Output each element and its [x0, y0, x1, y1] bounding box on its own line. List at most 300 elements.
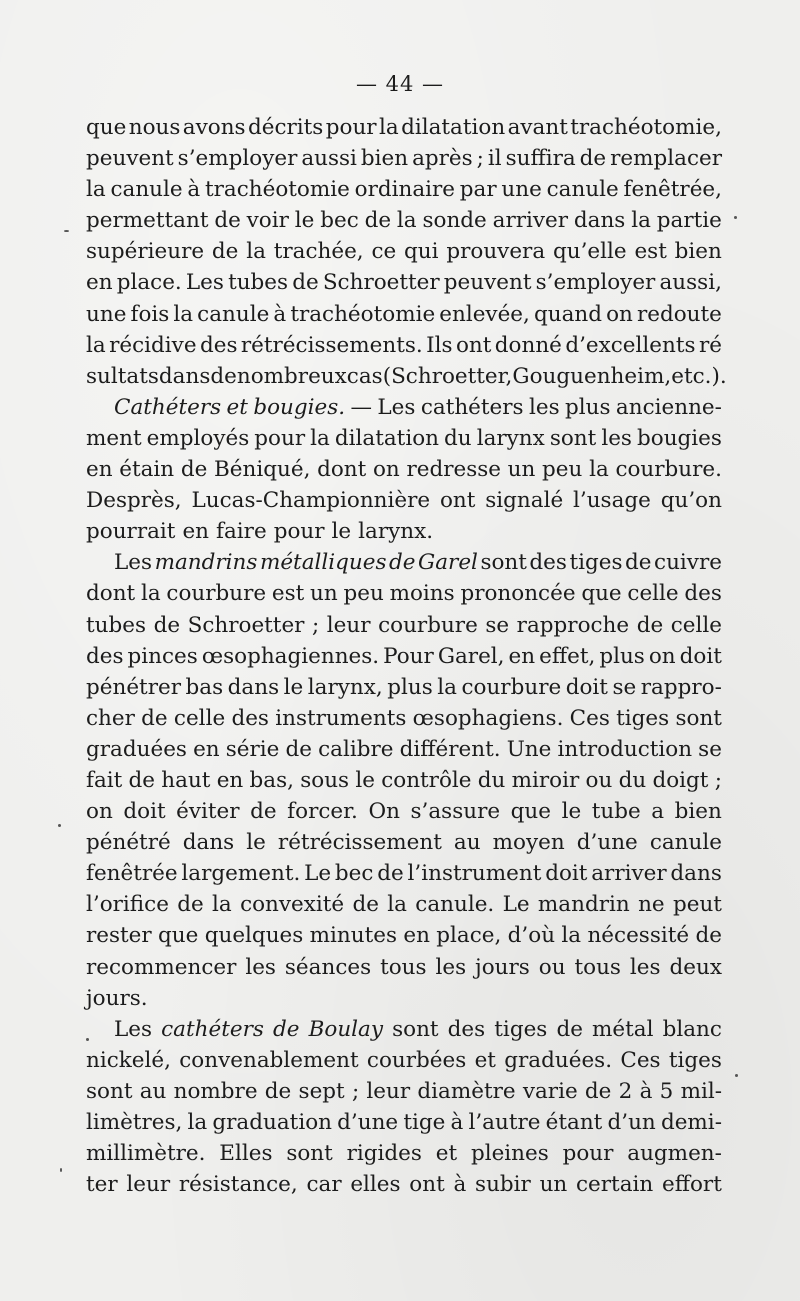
italic-word: métalliques: [259, 550, 387, 576]
word: bien: [674, 799, 722, 825]
word: doigt: [652, 767, 709, 793]
text-line: [86, 1169, 722, 1200]
word: se: [698, 736, 722, 762]
word: la: [86, 177, 106, 203]
word: s’assure: [410, 799, 501, 825]
word: fenêtrée: [86, 861, 178, 887]
text-line: [86, 1076, 722, 1107]
word: doit: [679, 643, 722, 669]
word: d’un: [607, 1110, 656, 1135]
word: à: [187, 177, 201, 203]
word: varie: [522, 1078, 578, 1104]
word: ;: [312, 612, 320, 638]
word: de: [584, 1078, 612, 1104]
word: de: [250, 799, 277, 825]
text-line: [86, 485, 722, 516]
word: courbées: [366, 1047, 467, 1073]
text-line: [86, 1014, 722, 1045]
word: de: [264, 1078, 292, 1104]
word: larynx,: [307, 674, 383, 700]
word: une: [86, 301, 127, 327]
word: pour: [562, 1141, 614, 1167]
word: de: [177, 892, 204, 918]
word: sous: [300, 767, 350, 793]
word: On: [368, 799, 400, 825]
text-line: [86, 610, 722, 641]
word: rappro-: [640, 674, 722, 700]
word: peuvent: [86, 146, 174, 172]
word: les: [528, 394, 560, 420]
word: elles: [350, 1172, 401, 1198]
word: doit: [565, 674, 608, 700]
word: on: [372, 457, 400, 483]
word: Les: [114, 1016, 153, 1042]
word: bec: [320, 208, 359, 234]
word: ;: [714, 767, 722, 793]
word: la: [187, 1110, 208, 1135]
word: dilatation: [334, 425, 439, 451]
word: fait: [86, 767, 123, 793]
word: tige: [403, 1110, 446, 1135]
word: trachéotomie: [204, 177, 350, 203]
word: donné: [494, 332, 562, 358]
word: décrits: [247, 115, 324, 140]
word: ne: [638, 892, 665, 918]
word: sont: [86, 1078, 133, 1104]
text-line: [86, 423, 722, 454]
word: la: [86, 332, 106, 358]
word: l’orifice: [86, 892, 169, 918]
word: le: [561, 799, 582, 825]
word: Lucas-Championnière: [191, 488, 431, 514]
word: enlevée,: [439, 301, 530, 327]
word: la: [378, 115, 399, 140]
word: de: [364, 208, 392, 234]
word: à: [639, 1078, 653, 1104]
word: courbure.: [615, 457, 722, 483]
word: étant: [545, 1110, 603, 1135]
word: convexité: [240, 892, 345, 918]
word: jours: [475, 954, 530, 980]
word: place,: [436, 923, 502, 949]
word: la: [589, 457, 609, 483]
italic-word: Garel: [418, 550, 478, 576]
word: ment: [86, 425, 142, 451]
word: d’une: [337, 1110, 399, 1135]
word: la: [561, 923, 582, 949]
word: millimètre.: [86, 1141, 206, 1167]
word: ou: [585, 767, 613, 793]
word: en: [508, 643, 536, 669]
word: différent.: [399, 736, 501, 762]
word: une: [501, 177, 542, 203]
word: en: [182, 519, 210, 545]
word: plus: [565, 394, 611, 420]
text-line: [86, 392, 722, 423]
word: Les: [377, 394, 416, 420]
word: peuvent: [443, 270, 532, 296]
word: pinces: [127, 643, 198, 669]
word: peut: [672, 892, 722, 918]
word: sonde: [422, 208, 487, 234]
word: de: [210, 363, 237, 389]
text-line: [86, 330, 722, 361]
page-speck: [734, 216, 737, 219]
page-speck: [735, 1074, 738, 1077]
text-line: [86, 703, 722, 734]
word: on: [648, 643, 676, 669]
word: dans: [227, 674, 280, 700]
word: de: [180, 457, 208, 483]
word: un: [310, 581, 338, 607]
word: des: [529, 550, 567, 576]
word: œsophagiens.: [412, 705, 564, 731]
word: de: [352, 892, 379, 918]
word: rigides: [346, 1141, 422, 1167]
text-line: [86, 143, 722, 174]
word: moyen: [492, 830, 565, 856]
word: de: [625, 550, 652, 576]
word: l’instrument: [407, 861, 542, 887]
word: voir: [246, 208, 289, 234]
word: celle: [670, 612, 722, 638]
word: Le: [304, 861, 332, 887]
word: d’excellents: [565, 332, 696, 358]
word: des: [86, 643, 124, 669]
word: de: [128, 767, 156, 793]
word: Elles: [219, 1141, 273, 1167]
word: récidive: [109, 332, 197, 358]
word: supérieure: [86, 239, 205, 265]
word: est: [271, 581, 305, 607]
word: forcer.: [287, 799, 358, 825]
word: bougies: [636, 425, 722, 451]
word: au: [139, 1078, 167, 1104]
word: deux: [669, 954, 722, 980]
word: tous: [574, 954, 621, 980]
word: graduées.: [504, 1047, 613, 1073]
word: dans: [573, 208, 626, 234]
word: pour: [254, 425, 306, 451]
word: l’usage: [573, 488, 651, 514]
word: ordinaire: [354, 177, 456, 203]
text-line: [86, 516, 722, 547]
word: etc.).: [671, 363, 727, 389]
text-line: [86, 547, 722, 578]
word: introduction: [557, 736, 693, 762]
word: convenablement: [179, 1047, 359, 1073]
word: cathéters: [420, 394, 524, 420]
text-line: [86, 858, 722, 889]
word: rétrécissement: [277, 830, 442, 856]
page-speck: [64, 230, 69, 232]
word: Pour: [383, 643, 434, 669]
word: séances: [284, 954, 372, 980]
word: arriver: [492, 208, 569, 234]
word: remplacer: [610, 146, 722, 172]
word: du: [477, 767, 506, 793]
word: cas: [346, 363, 383, 389]
word: diamètre: [417, 1078, 516, 1104]
word: leur: [126, 1172, 171, 1198]
text-line: [86, 1138, 722, 1169]
word: la: [173, 301, 194, 327]
word: blanc: [662, 1016, 722, 1042]
italic-word: de: [272, 1016, 300, 1042]
word: leur: [366, 1078, 411, 1104]
word: ter: [86, 1172, 118, 1198]
text-line: [86, 641, 722, 672]
word: Garel,: [437, 643, 505, 669]
word: de: [214, 208, 241, 234]
word: augmen-: [627, 1141, 722, 1167]
word: la: [310, 425, 330, 451]
word: se: [612, 674, 637, 700]
italic-word: mandrins: [154, 550, 258, 576]
word: bec: [334, 861, 374, 887]
word: on: [606, 301, 633, 327]
text-line: [86, 361, 727, 392]
word: celle: [627, 581, 679, 607]
word: un: [507, 457, 536, 483]
word: il: [487, 146, 502, 172]
word: avons: [182, 115, 246, 140]
word: cuivre: [654, 550, 722, 576]
text-line: [86, 454, 722, 485]
word: dont: [86, 581, 136, 607]
word: bas,: [249, 767, 294, 793]
word: des: [684, 581, 722, 607]
word: de: [141, 705, 168, 731]
word: canule.: [415, 892, 495, 918]
word: canule: [649, 830, 722, 856]
word: pénétrer: [86, 674, 181, 700]
word: s’employer: [177, 146, 298, 172]
word: ont: [455, 332, 492, 358]
word: que: [158, 923, 199, 949]
word: des: [447, 1016, 486, 1042]
word: qu’elle: [552, 239, 627, 265]
word: dont: [317, 457, 367, 483]
word: de: [579, 146, 607, 172]
word: Le: [502, 892, 530, 918]
word: pour: [325, 115, 377, 140]
text-line: [86, 952, 722, 983]
word: tiges: [494, 1016, 548, 1042]
word: ou: [538, 954, 566, 980]
text-line: [86, 236, 722, 267]
text-line: [86, 578, 722, 609]
page-number: — 44 —: [355, 72, 445, 96]
word: arriver: [591, 861, 667, 887]
word: pénétré: [86, 830, 171, 856]
word: ont: [439, 488, 476, 514]
italic-word: Boulay: [308, 1016, 384, 1042]
word: en: [86, 270, 113, 296]
word: dans: [182, 830, 235, 856]
word: après: [412, 146, 473, 172]
word: pour: [273, 519, 325, 545]
word: au: [453, 830, 481, 856]
word: suffira: [505, 146, 576, 172]
word: dans: [158, 363, 211, 389]
body-text: [86, 112, 727, 1200]
word: nombre: [173, 1078, 258, 1104]
word: aussi: [301, 146, 357, 172]
word: métal: [592, 1016, 654, 1042]
word: sultats: [86, 363, 159, 389]
word: et: [435, 1141, 458, 1167]
word: employés: [146, 425, 250, 451]
word: de: [292, 270, 319, 296]
word: haut: [161, 767, 211, 793]
word: avant: [507, 115, 568, 140]
italic-word: de: [389, 550, 416, 576]
text-line: [86, 672, 722, 703]
word: ont: [409, 1172, 445, 1198]
word: courbure: [166, 581, 267, 607]
word: la: [387, 892, 407, 918]
word: effort: [661, 1172, 722, 1198]
word: effet,: [539, 643, 596, 669]
text-line: [86, 174, 722, 205]
word: instruments: [275, 705, 407, 731]
word: du: [444, 425, 472, 451]
word: Desprès,: [86, 488, 182, 514]
word: plus: [599, 643, 645, 669]
italic-word: Cathéters: [114, 394, 222, 420]
word: du: [618, 767, 647, 793]
word: larynx: [476, 425, 545, 451]
word: tube: [591, 799, 641, 825]
word: la: [437, 674, 457, 700]
word: la: [212, 892, 232, 918]
page-speck: [86, 1038, 89, 1041]
word: sept: [298, 1078, 345, 1104]
word: on: [86, 799, 113, 825]
word: ;: [351, 1078, 360, 1104]
word: cher: [86, 705, 135, 731]
word: graduées: [86, 736, 187, 762]
word: que: [581, 581, 622, 607]
word: que: [510, 799, 551, 825]
word: à: [450, 1110, 464, 1135]
word: limètres,: [86, 1110, 183, 1135]
text-line: [86, 765, 722, 796]
word: celle: [173, 705, 226, 731]
word: subir: [475, 1172, 531, 1198]
word: l’autre: [468, 1110, 541, 1135]
word: qu’on: [660, 488, 722, 514]
word: faire: [216, 519, 267, 545]
word: 2: [618, 1078, 633, 1104]
word: et: [474, 1047, 496, 1073]
word: pourrait: [86, 519, 176, 545]
word: un: [539, 1172, 568, 1198]
word: le: [331, 519, 352, 545]
word: de: [636, 612, 664, 638]
word: sont: [480, 550, 527, 576]
word: plus: [387, 674, 433, 700]
word: Les: [185, 270, 224, 296]
word: prouvera: [446, 239, 546, 265]
word: courbure: [378, 612, 478, 638]
word: jours.: [86, 985, 148, 1011]
word: tiges: [668, 1047, 722, 1073]
word: Béniqué,: [214, 457, 311, 483]
word: en: [403, 923, 430, 949]
word: nécessité: [587, 923, 690, 949]
word: sont: [286, 1141, 333, 1167]
word: sont: [549, 425, 597, 451]
word: éviter: [176, 799, 240, 825]
word: Schroetter: [187, 612, 305, 638]
word: des: [199, 332, 238, 358]
word: en: [216, 767, 244, 793]
word: le: [355, 767, 375, 793]
word: sont: [675, 705, 722, 731]
word: ré: [698, 332, 722, 358]
word: à: [453, 1172, 467, 1198]
word: rester: [86, 923, 152, 949]
word: moins: [389, 581, 455, 607]
italic-word: cathéters: [161, 1016, 264, 1042]
word: la: [631, 208, 651, 234]
word: ;: [476, 146, 484, 172]
italic-word: et: [226, 394, 248, 420]
word: de: [556, 1016, 583, 1042]
word: graduation: [212, 1110, 332, 1135]
word: larynx.: [358, 519, 434, 545]
word: à: [273, 301, 287, 327]
word: contrôle: [381, 767, 472, 793]
word: la: [246, 239, 266, 265]
word: de: [377, 861, 404, 887]
word: prononcée: [460, 581, 576, 607]
word: a: [651, 799, 665, 825]
word: nickelé,: [86, 1047, 171, 1073]
word: le: [294, 208, 315, 234]
word: quelques: [204, 923, 304, 949]
word: aussi,: [659, 270, 722, 296]
text-line: [86, 983, 722, 1014]
word: rapproche: [516, 612, 630, 638]
word: dilatation: [401, 115, 506, 140]
word: nombreux: [236, 363, 347, 389]
word: bas: [185, 674, 224, 700]
word: pleines: [470, 1141, 549, 1167]
word: miroir: [511, 767, 580, 793]
page-speck: [58, 824, 61, 827]
word: de: [153, 612, 181, 638]
text-line: [86, 299, 722, 330]
word: de: [285, 736, 312, 762]
text-line: [86, 827, 722, 858]
word: est: [634, 239, 667, 265]
page-speck: [60, 1168, 62, 1172]
word: se: [485, 612, 510, 638]
word: par: [459, 177, 497, 203]
word: la: [140, 581, 161, 607]
word: (Schroetter,: [382, 363, 513, 389]
word: le: [246, 830, 266, 856]
word: les: [435, 954, 467, 980]
word: —: [350, 394, 372, 420]
word: dans: [670, 861, 722, 887]
word: tous: [380, 954, 427, 980]
word: largement.: [181, 861, 301, 887]
word: place.: [116, 270, 182, 296]
